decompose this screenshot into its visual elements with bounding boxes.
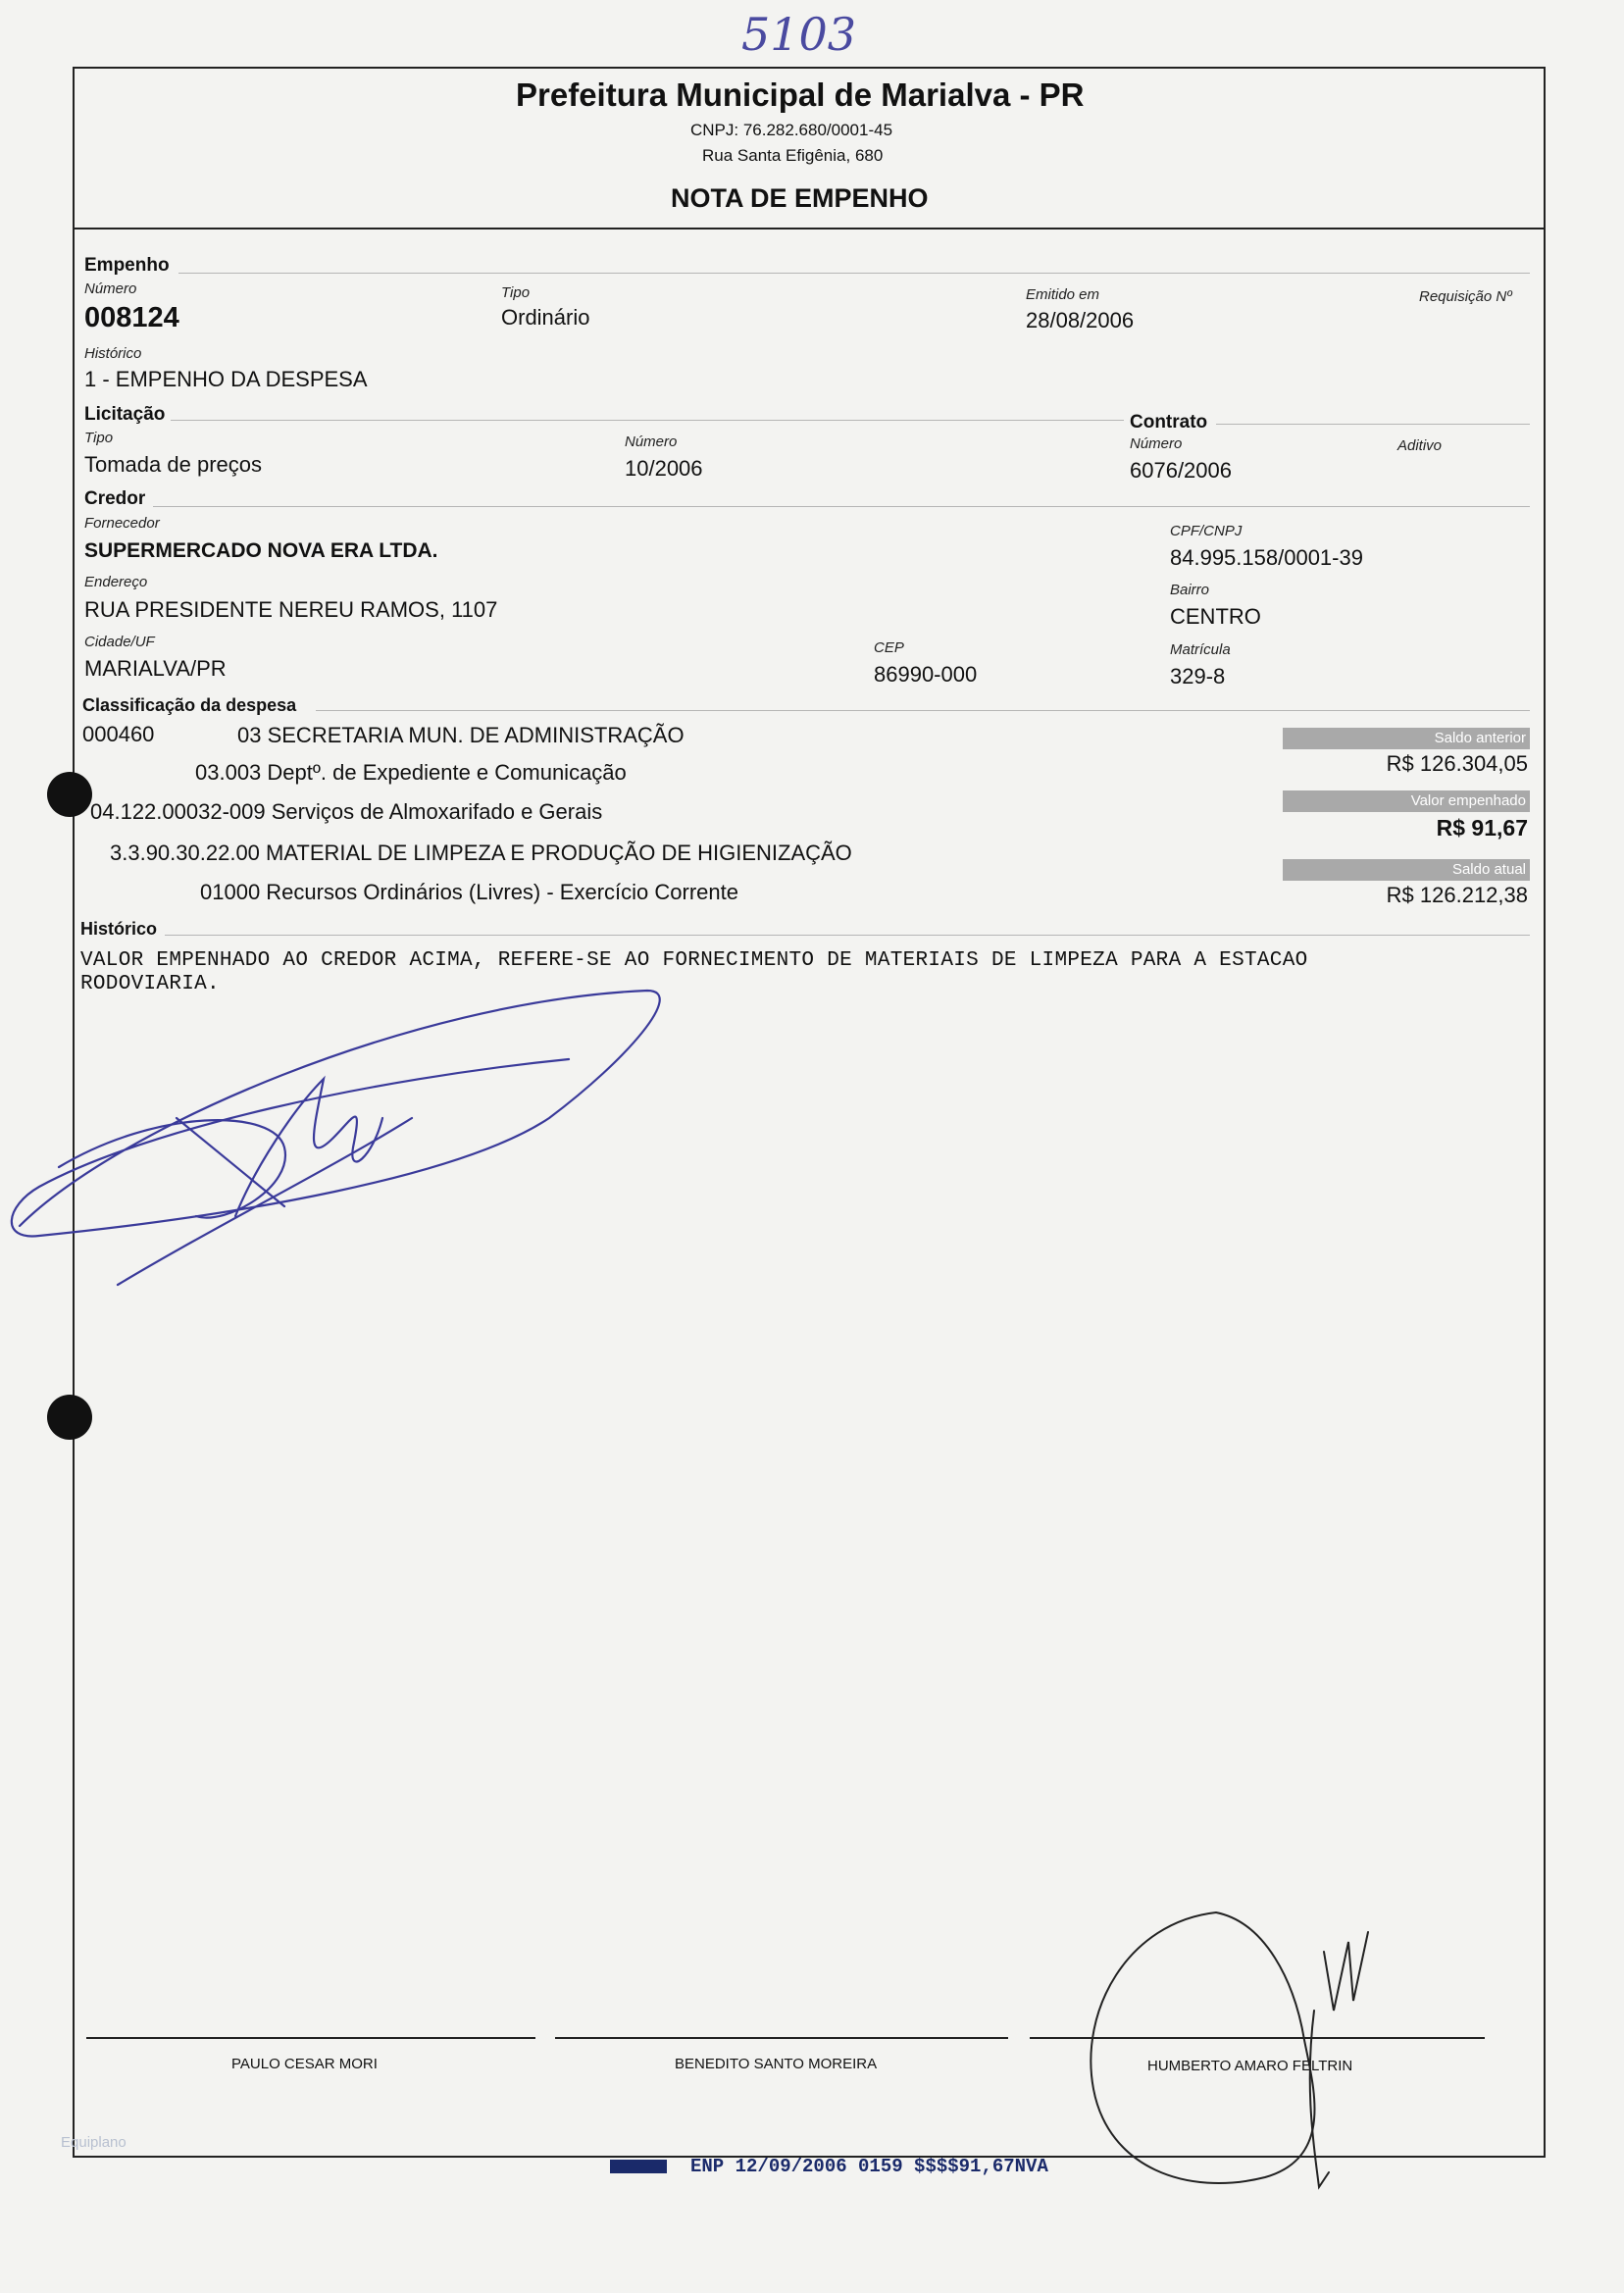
section-historico: Histórico	[80, 919, 158, 939]
rule-classificacao	[316, 710, 1530, 711]
label-cpf-cnpj: CPF/CNPJ	[1170, 523, 1243, 539]
classificacao-elemento: 3.3.90.30.22.00 MATERIAL DE LIMPEZA E PRODUÇÃO DE HIGIENIZAÇÃO	[110, 841, 852, 865]
footer-stamp: ENP 12/09/2006 0159 $$$$91,67NVA	[690, 2156, 1048, 2177]
classificacao-departamento: 03.003 Deptº. de Expediente e Comunicação	[195, 760, 627, 785]
label-historico-empenho: Histórico	[84, 345, 142, 362]
header-divider	[73, 228, 1546, 229]
licitacao-tipo: Tomada de preços	[84, 452, 262, 477]
document-title: NOTA DE EMPENHO	[671, 183, 929, 213]
credor-bairro: CENTRO	[1170, 604, 1261, 629]
label-cidade: Cidade/UF	[84, 634, 155, 650]
section-credor: Credor	[84, 488, 146, 509]
saldo-atual-value: R$ 126.212,38	[1386, 883, 1528, 907]
classificacao-recurso: 01000 Recursos Ordinários (Livres) - Exercício Corrente	[200, 880, 738, 904]
historico-text-line1: VALOR EMPENHADO AO CREDOR ACIMA, REFERE-SE AO FORNECIMENTO DE MATERIAIS DE LIMPEZA PARA A ESTACAO	[80, 949, 1308, 972]
credor-cidade: MARIALVA/PR	[84, 656, 227, 681]
rule-credor	[153, 506, 1530, 507]
classificacao-programa: 04.122.00032-009 Serviços de Almoxarifado e Gerais	[90, 799, 603, 824]
label-aditivo: Aditivo	[1397, 437, 1443, 454]
historico-text-line2: RODOVIARIA.	[80, 973, 220, 995]
valor-empenhado-label: Valor empenhado	[1283, 790, 1530, 812]
credor-fornecedor: SUPERMERCADO NOVA ERA LTDA.	[84, 539, 438, 562]
org-name: Prefeitura Municipal de Marialva - PR	[516, 76, 1085, 113]
org-address: Rua Santa Efigênia, 680	[702, 146, 884, 165]
valor-empenhado-value: R$ 91,67	[1436, 815, 1528, 841]
empenho-date: 28/08/2006	[1026, 308, 1135, 332]
credor-matricula: 329-8	[1170, 664, 1226, 688]
org-cnpj: CNPJ: 76.282.680/0001-45	[690, 121, 893, 139]
section-empenho: Empenho	[84, 255, 170, 276]
rule-empenho	[178, 273, 1530, 274]
section-licitacao: Licitação	[84, 404, 166, 425]
empenho-number: 008124	[84, 302, 179, 333]
label-cep: CEP	[874, 639, 904, 656]
signatory-2: BENEDITO SANTO MOREIRA	[675, 2056, 878, 2072]
classificacao-secretaria: 03 SECRETARIA MUN. DE ADMINISTRAÇÃO	[237, 723, 685, 747]
label-emitido: Emitido em	[1026, 286, 1100, 303]
label-licitacao-tipo: Tipo	[84, 430, 114, 446]
signatory-3: HUMBERTO AMARO FELTRIN	[1147, 2058, 1353, 2074]
label-bairro: Bairro	[1170, 582, 1210, 598]
rule-licitacao	[171, 420, 1124, 421]
label-licitacao-numero: Número	[625, 433, 678, 450]
licitacao-numero: 10/2006	[625, 456, 703, 481]
label-fornecedor: Fornecedor	[84, 515, 160, 532]
empenho-tipo: Ordinário	[501, 305, 590, 330]
handwritten-initials	[1069, 1893, 1393, 2207]
saldo-anterior-label: Saldo anterior	[1283, 728, 1530, 749]
handwritten-signature	[0, 971, 667, 1295]
signature-line-2	[555, 2037, 1008, 2039]
label-matricula: Matrícula	[1170, 641, 1231, 658]
label-requisicao: Requisição Nº	[1419, 288, 1512, 305]
saldo-anterior-value: R$ 126.304,05	[1386, 751, 1528, 776]
rule-historico	[165, 935, 1530, 936]
footer-brand: Equiplano	[61, 2134, 127, 2151]
empenho-historico: 1 - EMPENHO DA DESPESA	[84, 367, 368, 391]
punch-hole-top	[47, 772, 92, 817]
section-contrato: Contrato	[1130, 412, 1208, 433]
section-classificacao: Classificação da despesa	[82, 695, 297, 715]
saldo-atual-label: Saldo atual	[1283, 859, 1530, 881]
handwritten-annotation: 5103	[741, 8, 857, 61]
signatory-1: PAULO CESAR MORI	[231, 2056, 378, 2072]
punch-hole-bottom	[47, 1395, 92, 1440]
label-endereco: Endereço	[84, 574, 148, 590]
footer-stamp-logo	[610, 2160, 667, 2173]
label-tipo: Tipo	[501, 284, 531, 301]
label-contrato-numero: Número	[1130, 435, 1183, 452]
label-numero: Número	[84, 280, 137, 297]
rule-contrato	[1216, 424, 1530, 425]
contrato-numero: 6076/2006	[1130, 458, 1232, 483]
signature-line-1	[86, 2037, 535, 2039]
credor-endereco: RUA PRESIDENTE NEREU RAMOS, 1107	[84, 597, 498, 622]
credor-cnpj: 84.995.158/0001-39	[1170, 545, 1363, 570]
classificacao-code: 000460	[82, 722, 155, 746]
credor-cep: 86990-000	[874, 662, 978, 687]
